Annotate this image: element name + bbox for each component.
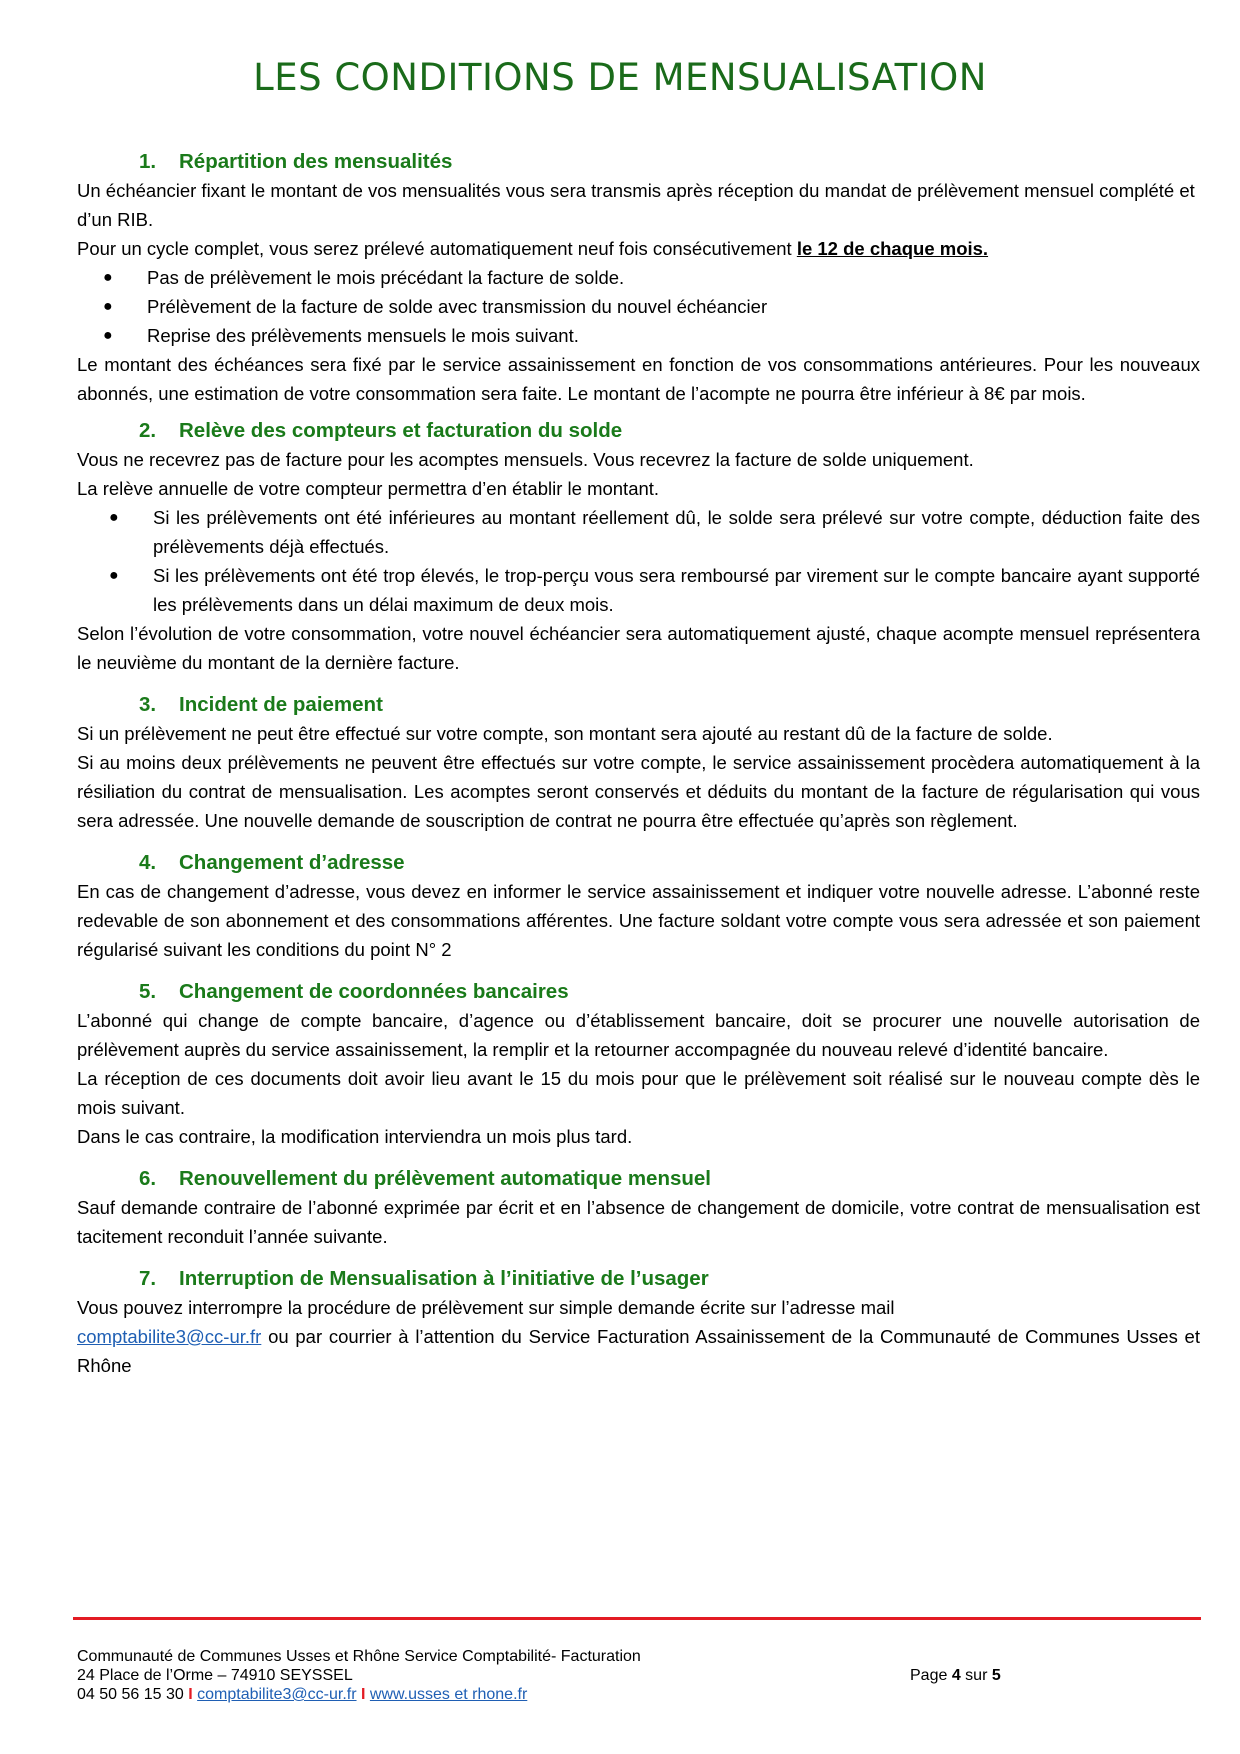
footer: [77, 1647, 1207, 1704]
paragraph: Dans le cas contraire, la modification interviendra un mois plus tard.: [77, 1126, 633, 1147]
list-item: ● Reprise des prélèvements mensuels le mois suivant.: [147, 321, 1200, 350]
list-item: ● Prélèvement de la facture de solde avec transmission du nouvel échéancier: [147, 292, 1200, 321]
page-number: Page 4 sur 5: [910, 1667, 1001, 1684]
paragraph: L’abonné qui change de compte bancaire, d’agence ou d’établissement bancaire, doit se procurer une nouvelle autorisation de prélèvement auprès du service assainissement, la remplir et la retourner accompagnée du nouveau relevé d’identité bancaire.: [77, 1010, 1200, 1060]
emphasized-date: le 12 de chaque mois.: [796, 238, 989, 259]
paragraph: En cas de changement d’adresse, vous devez en informer le service assainissement et indiquer votre nouvelle adresse. L’abonné reste redevable de son abonnement et des consommations afférentes. Une facture soldant votre compte vous sera adressée et son paiement régularisé suivant les conditions du point N° 2: [77, 881, 1200, 960]
paragraph: Selon l’évolution de votre consommation, votre nouvel échéancier sera automatiquement ajusté, chaque acompte mensuel représentera le neuvième du montant de la dernière facture.: [77, 623, 1200, 673]
footer-address: 24 Place de l’Orme – 74910 SEYSSEL: [77, 1667, 353, 1684]
section-number: 1.: [139, 150, 157, 173]
section-heading: [77, 691, 1200, 719]
footer-email-link[interactable]: comptabilite3@cc-ur.fr: [197, 1686, 357, 1703]
footer-organization: Communauté de Communes Usses et Rhône Service Comptabilité- Facturation: [77, 1648, 641, 1665]
footer-phone: 04 50 56 15 30: [77, 1686, 189, 1703]
section-title: Changement de coordonnées bancaires: [179, 980, 569, 1003]
paragraph: Vous ne recevrez pas de facture pour les acomptes mensuels. Vous recevrez la facture de solde uniquement.: [77, 449, 974, 470]
section-number: 3.: [139, 693, 157, 716]
section-7: [77, 1265, 1200, 1380]
bullet-icon: ●: [103, 327, 113, 344]
section-heading: [77, 1265, 1200, 1293]
bullet-icon: ●: [109, 509, 119, 526]
section-number: 4.: [139, 851, 157, 874]
paragraph: Vous pouvez interrompre la procédure de prélèvement sur simple demande écrite sur l’adresse mail: [77, 1297, 895, 1318]
paragraph-text: ou par courrier à l’attention du Service Facturation Assainissement de la Communauté de Communes Usses et Rhône: [77, 1326, 1200, 1376]
bullet-icon: ●: [103, 269, 113, 286]
section-number: 6.: [139, 1167, 157, 1190]
footer-website-link[interactable]: www.usses et rhone.fr: [369, 1686, 528, 1703]
section-5: [77, 978, 1200, 1151]
section-heading: [77, 849, 1200, 877]
section-title: Répartition des mensualités: [179, 150, 453, 173]
section-6: [77, 1165, 1200, 1251]
section-title: Renouvellement du prélèvement automatique mensuel: [179, 1167, 711, 1190]
section-heading: [77, 417, 1200, 445]
bullet-list: [77, 503, 1200, 619]
section-title: Relève des compteurs et facturation du solde: [179, 419, 623, 442]
paragraph: Le montant des échéances sera fixé par le service assainissement en fonction de vos consommations antérieures. Pour les nouveaux abonnés, une estimation de votre consommation sera faite. Le montant de l’acompte ne pourra être inférieur à 8€ par mois.: [77, 354, 1200, 404]
list-item: ● Si les prélèvements ont été inférieures au montant réellement dû, le solde sera prélevé sur votre compte, déduction faite des prélèvements déjà effectués.: [153, 503, 1200, 561]
paragraph: Sauf demande contraire de l’abonné exprimée par écrit et en l’absence de changement de domicile, votre contrat de mensualisation est tacitement reconduit l’année suivante.: [77, 1197, 1200, 1247]
section-heading: [77, 978, 1200, 1006]
bullet-list: [77, 263, 1200, 350]
bullet-icon: ●: [103, 298, 113, 315]
section-3: [77, 691, 1200, 835]
email-link[interactable]: comptabilite3@cc-ur.fr: [77, 1326, 262, 1347]
document-body: [77, 148, 1200, 1380]
paragraph: La relève annuelle de votre compteur permettra d’en établir le montant.: [77, 478, 660, 499]
section-number: 7.: [139, 1267, 157, 1290]
section-heading: [77, 1165, 1200, 1193]
separator: I: [360, 1686, 366, 1703]
paragraph-text: Pour un cycle complet, vous serez prélevé automatiquement neuf fois consécutivement: [77, 238, 797, 259]
list-item: ● Pas de prélèvement le mois précédant la facture de solde.: [147, 263, 1200, 292]
paragraph: Si au moins deux prélèvements ne peuvent être effectués sur votre compte, le service assainissement procèdera automatiquement à la résiliation du contrat de mensualisation. Les acomptes seront conservés et déduits du montant de la facture de régularisation qui vous sera adressée. Une nouvelle demande de souscription de contrat ne pourra être effectuée qu’après son règlement.: [77, 752, 1200, 831]
footer-contact: [77, 1685, 1207, 1704]
section-title: Incident de paiement: [179, 693, 383, 716]
section-number: 5.: [139, 980, 157, 1003]
paragraph: [77, 1322, 1200, 1380]
section-heading: [77, 148, 1200, 176]
list-item: ● Si les prélèvements ont été trop élevés, le trop-perçu vous sera remboursé par virement sur le compte bancaire ayant supporté les prélèvements dans un délai maximum de deux mois.: [153, 561, 1200, 619]
section-title: Interruption de Mensualisation à l’initiative de l’usager: [179, 1267, 709, 1290]
separator: I: [188, 1686, 193, 1703]
paragraph: La réception de ces documents doit avoir lieu avant le 15 du mois pour que le prélèvement soit réalisé sur le nouveau compte dès le mois suivant.: [77, 1068, 1200, 1118]
section-2: [77, 417, 1200, 677]
section-1: [77, 148, 1200, 408]
current-page: 4: [951, 1667, 961, 1684]
section-title: Changement d’adresse: [179, 851, 405, 874]
paragraph: [77, 234, 1200, 263]
paragraph: Si un prélèvement ne peut être effectué sur votre compte, son montant sera ajouté au restant dû de la facture de solde.: [77, 723, 1053, 744]
section-number: 2.: [139, 419, 157, 442]
page-title: LES CONDITIONS DE MENSUALISATION: [253, 56, 987, 99]
footer-divider: [73, 1617, 1201, 1620]
paragraph: Un échéancier fixant le montant de vos mensualités vous sera transmis après réception du mandat de prélèvement mensuel complété et d’un RIB.: [77, 180, 1195, 230]
total-pages: 5: [991, 1667, 1001, 1684]
section-4: [77, 849, 1200, 964]
bullet-icon: ●: [109, 567, 119, 584]
